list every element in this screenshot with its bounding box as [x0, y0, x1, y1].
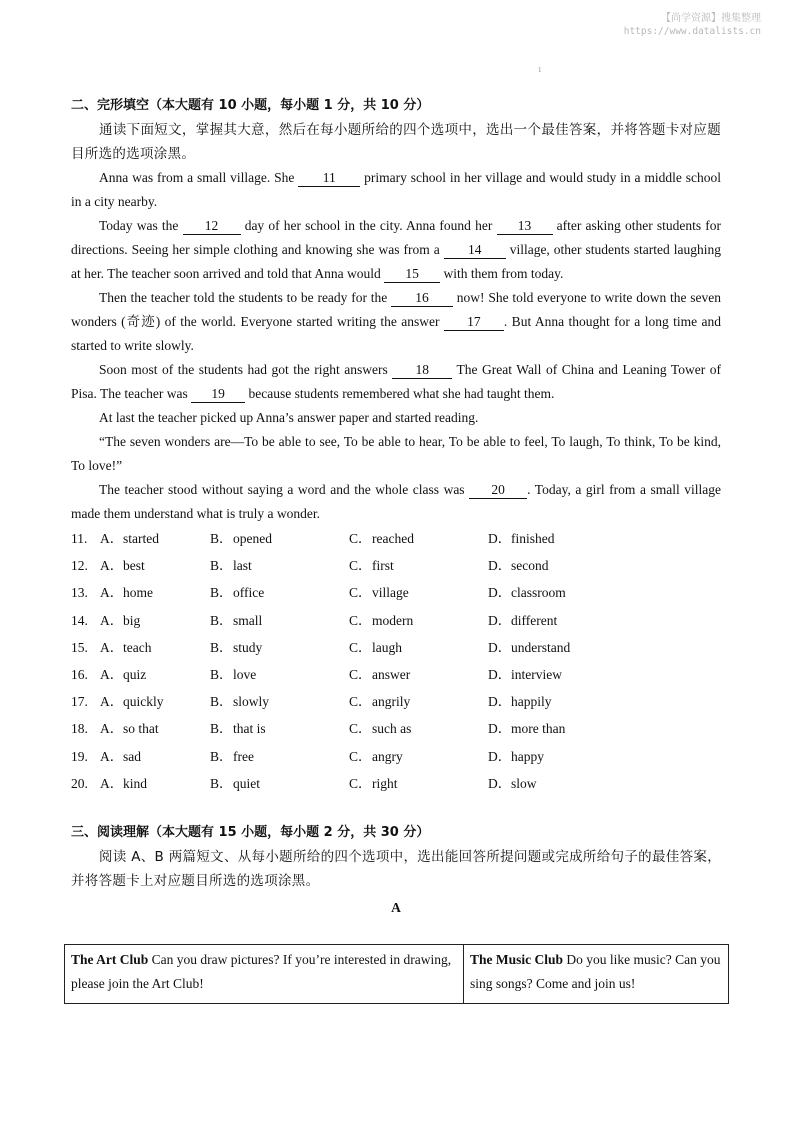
section2-title: 二、完形填空（本大题有 10 小题，每小题 1 分，共 10 分） — [71, 98, 430, 113]
blank-18: 18 — [392, 362, 452, 379]
option-letter: B． — [210, 531, 233, 546]
option-b — [210, 638, 349, 665]
option-c — [349, 774, 488, 801]
option-c — [349, 583, 488, 610]
option-d — [488, 611, 608, 638]
option-b — [210, 692, 349, 719]
club-cell-music — [464, 945, 728, 1003]
passage-label: A — [391, 899, 401, 915]
option-letter: D． — [488, 639, 512, 655]
option-letter: B． — [210, 748, 233, 764]
question-number: 18. — [71, 721, 88, 737]
passage-text: Then the teacher told the students to be ready for the — [99, 290, 392, 305]
option-text: interview — [511, 666, 562, 682]
section2-instruction: 通读下面短文，掌握其大意，然后在每小题所给的四个选项中，选出一个最佳答案，并将答题卡对应题目所选的选项涂黑。 — [71, 122, 721, 162]
option-d — [488, 638, 608, 665]
blank-19: 19 — [191, 386, 245, 403]
option-text: so that — [123, 721, 159, 737]
option-letter: C． — [349, 694, 372, 710]
option-text: answer — [372, 666, 411, 682]
option-a — [100, 747, 210, 774]
option-letter: A． — [100, 639, 124, 655]
passage-text: now! She told everyone to write down the seven wonders (奇迹) of the world. Everyone started writing the answer — [71, 290, 721, 329]
option-c — [349, 611, 488, 638]
option-text: modern — [372, 612, 414, 628]
club-table — [64, 944, 729, 1004]
option-text: best — [123, 558, 145, 574]
option-text: right — [372, 775, 398, 791]
option-c — [349, 719, 488, 746]
option-a — [100, 583, 210, 610]
option-d — [488, 747, 608, 774]
section3-instruction: 阅读 A、B 两篇短文、从每小题所给的四个选项中，选出能回答所提问题或完成所给句子的最佳答案，并将答题卡上对应题目所选的选项涂黑。 — [71, 848, 721, 889]
option-text: kind — [123, 775, 148, 791]
option-letter: A． — [100, 531, 124, 546]
option-letter: C． — [349, 531, 372, 546]
option-b — [210, 556, 349, 583]
option-a — [100, 665, 210, 692]
option-text: more than — [511, 721, 566, 737]
watermark-source: 【尚学资源】搜集整理 — [661, 13, 761, 24]
option-letter: C． — [349, 748, 372, 764]
blank-14: 14 — [444, 242, 506, 259]
option-c — [349, 529, 488, 556]
question-row — [71, 529, 721, 556]
option-letter: B． — [210, 666, 233, 682]
option-b — [210, 611, 349, 638]
option-text: slow — [511, 775, 537, 791]
option-c — [349, 747, 488, 774]
option-text: first — [372, 558, 394, 574]
option-letter: B． — [210, 775, 233, 791]
option-text: second — [511, 558, 549, 574]
option-b — [210, 747, 349, 774]
option-c — [349, 692, 488, 719]
option-a — [100, 719, 210, 746]
option-c — [349, 556, 488, 583]
club-name: The Music Club — [470, 952, 564, 967]
passage-text: Anna was from a small village. She — [99, 170, 299, 185]
option-letter: D． — [488, 666, 512, 682]
question-number: 13. — [71, 585, 88, 601]
option-d — [488, 556, 608, 583]
option-b — [210, 583, 349, 610]
option-text: such as — [372, 721, 412, 737]
question-number: 11. — [71, 531, 88, 546]
question-row — [71, 638, 721, 665]
option-letter: C． — [349, 585, 372, 601]
passage-text: At last the teacher picked up Anna’s answer paper and started reading. — [99, 410, 479, 425]
watermark-url: https://www.datalists.cn — [623, 26, 761, 37]
option-d — [488, 719, 608, 746]
option-letter: D． — [488, 775, 512, 791]
passage-paragraph — [71, 214, 721, 286]
section3 — [71, 821, 721, 919]
option-a — [100, 692, 210, 719]
option-d — [488, 665, 608, 692]
passage-text: The Great Wall of China and Leaning Tower of Pisa. The teacher was — [71, 362, 721, 401]
passage-paragraph — [71, 286, 721, 358]
blank-17: 17 — [444, 314, 504, 331]
passage-text: Today was the — [99, 218, 183, 233]
option-letter: D． — [488, 585, 512, 601]
option-text: slowly — [233, 694, 270, 710]
question-row — [71, 611, 721, 638]
passage-paragraph — [71, 358, 721, 406]
option-letter: A． — [100, 585, 124, 601]
club-text: Do you like music? Can you sing songs? Come and join us! — [470, 952, 721, 991]
passage-text: “The seven wonders are—To be able to see, To be able to hear, To be able to feel, To laugh, To think, To be kind, To love!” — [71, 434, 721, 473]
blank-13: 13 — [497, 218, 553, 235]
option-letter: B． — [210, 612, 233, 628]
option-a — [100, 529, 210, 556]
option-text: angrily — [372, 694, 411, 710]
question-number: 17. — [71, 694, 88, 710]
question-row — [71, 692, 721, 719]
watermark — [624, 12, 761, 38]
option-letter: B． — [210, 721, 233, 737]
passage-text: . Today, a girl from a small village made them understand what is truly a wonder. — [71, 482, 722, 521]
option-letter: D． — [488, 721, 512, 737]
option-text: quickly — [123, 694, 164, 710]
club-text: Can you draw pictures? If you’re interested in drawing, please join the Art Club! — [71, 952, 452, 991]
option-text: big — [123, 612, 141, 628]
option-a — [100, 611, 210, 638]
cloze-passage — [71, 166, 721, 526]
option-text: free — [233, 748, 254, 764]
option-d — [488, 774, 608, 801]
option-letter: B． — [210, 639, 233, 655]
option-text: quiet — [233, 775, 260, 791]
option-text: understand — [511, 639, 571, 655]
option-text: small — [233, 612, 263, 628]
option-letter: C． — [349, 558, 372, 574]
passage-text: with them from today. — [440, 266, 564, 281]
option-text: happily — [511, 694, 552, 710]
question-number: 14. — [71, 612, 88, 628]
option-letter: B． — [210, 694, 233, 710]
option-d — [488, 692, 608, 719]
option-text: quiz — [123, 666, 147, 682]
option-a — [100, 774, 210, 801]
option-c — [349, 638, 488, 665]
option-text: different — [511, 612, 558, 628]
question-row — [71, 583, 721, 610]
question-number: 20. — [71, 775, 88, 791]
exam-content — [71, 94, 721, 919]
option-letter: C． — [349, 721, 372, 737]
section3-title: 三、阅读理解（本大题有 15 小题，每小题 2 分，共 30 分） — [71, 824, 430, 840]
passage-text: because students remembered what she had taught them. — [245, 386, 555, 401]
option-b — [210, 529, 349, 556]
option-c — [349, 665, 488, 692]
option-letter: C． — [349, 775, 372, 791]
option-letter: C． — [349, 639, 372, 655]
option-letter: B． — [210, 558, 233, 574]
blank-11: 11 — [298, 170, 360, 187]
passage-text: Soon most of the students had got the right answers — [99, 362, 393, 377]
blank-12: 12 — [183, 218, 241, 235]
option-text: finished — [511, 531, 555, 546]
option-letter: A． — [100, 775, 124, 791]
question-row — [71, 665, 721, 692]
club-name: The Art Club — [71, 952, 149, 967]
question-number: 19. — [71, 748, 88, 764]
option-b — [210, 774, 349, 801]
option-letter: A． — [100, 748, 124, 764]
passage-paragraph — [71, 166, 721, 214]
option-text: last — [233, 558, 252, 574]
passage-text: day of her school in the city. Anna found her — [240, 218, 497, 233]
option-letter: D． — [488, 558, 512, 574]
option-text: started — [123, 531, 159, 546]
option-text: home — [123, 585, 153, 601]
passage-text: . But Anna thought for a long time and started to write slowly. — [71, 314, 721, 353]
question-row — [71, 556, 721, 583]
option-letter: A． — [100, 721, 124, 737]
passage-paragraph — [71, 478, 721, 526]
question-number: 16. — [71, 666, 88, 682]
option-text: opened — [233, 531, 272, 546]
option-b — [210, 719, 349, 746]
passage-paragraph — [71, 406, 721, 430]
option-letter: A． — [100, 666, 124, 682]
blank-15: 15 — [384, 266, 440, 283]
option-text: love — [233, 666, 257, 682]
option-letter: A． — [100, 612, 124, 628]
option-letter: C． — [349, 666, 372, 682]
option-text: village — [372, 585, 409, 601]
option-d — [488, 529, 608, 556]
option-letter: B． — [210, 585, 233, 601]
option-text: happy — [511, 748, 544, 764]
option-a — [100, 556, 210, 583]
option-letter: A． — [100, 694, 124, 710]
blank-16: 16 — [391, 290, 453, 307]
option-text: teach — [123, 639, 152, 655]
passage-text: after asking other students for directions. Seeing her simple clothing and knowing she was from a — [71, 218, 722, 257]
question-number: 12. — [71, 558, 88, 574]
cloze-options — [71, 529, 721, 801]
question-row — [71, 719, 721, 746]
option-text: that is — [233, 721, 266, 737]
question-row — [71, 774, 721, 801]
option-text: office — [233, 585, 265, 601]
option-letter: D． — [488, 748, 512, 764]
option-letter: D． — [488, 531, 512, 546]
option-d — [488, 583, 608, 610]
option-text: sad — [123, 748, 141, 764]
option-b — [210, 665, 349, 692]
option-letter: C． — [349, 612, 372, 628]
passage-text: The teacher stood without saying a word and the whole class was — [99, 482, 470, 497]
option-text: laugh — [372, 639, 402, 655]
option-letter: D． — [488, 694, 512, 710]
option-text: study — [233, 639, 263, 655]
option-text: reached — [372, 531, 414, 546]
blank-20: 20 — [469, 482, 527, 499]
option-letter: D． — [488, 612, 512, 628]
passage-paragraph — [71, 430, 721, 478]
option-text: angry — [372, 748, 403, 764]
passage-text: village, other students started laughing at her. The teacher soon arrived and told that Anna would — [71, 242, 721, 281]
question-row — [71, 747, 721, 774]
question-number: 15. — [71, 639, 88, 655]
page-mark: 1 — [538, 66, 542, 74]
option-text: classroom — [511, 585, 566, 601]
option-a — [100, 638, 210, 665]
club-cell-art — [65, 945, 464, 1003]
passage-text: primary school in her village and would study in a middle school in a city nearby. — [71, 170, 721, 209]
option-letter: A． — [100, 558, 124, 574]
